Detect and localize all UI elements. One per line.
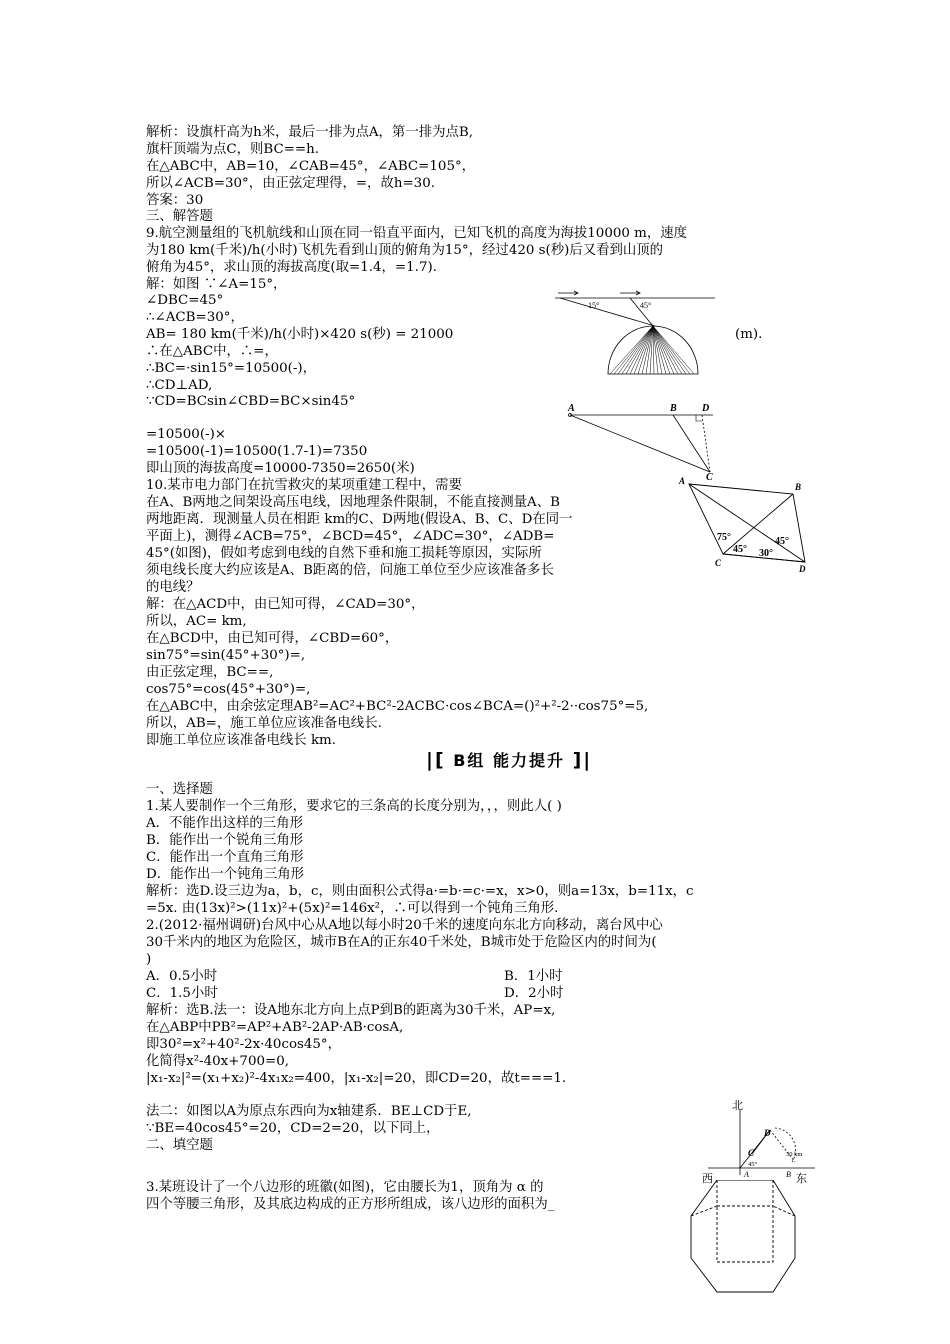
text-line: AB= 180 km(千米)/h(小时)×420 s(秒) = 21000 <box>146 327 454 342</box>
text-line: 由正弦定理，BC==, <box>146 665 274 680</box>
option-b: B．1小时 <box>504 969 563 984</box>
text-line: 四个等腰三角形，及其底边构成的正方形所组成，该八边形的面积为_ <box>146 1197 555 1212</box>
angle-label: 75° <box>717 532 731 543</box>
text-line: 为180 km(千米)/h(小时)飞机先看到山顶的俯角为15°，经过420 s(秒)后又看到山顶的 <box>146 243 664 258</box>
text-line: 10.某市电力部门在抗雪救灾的某项重建工程中，需要 <box>146 478 462 493</box>
left-bracket: |[ <box>426 749 446 771</box>
point-label: D <box>764 1128 771 1138</box>
option-a: A．不能作出这样的三角形 <box>146 816 303 831</box>
text-line: 解析：选D.设三边为a，b，c，则由面积公式得a·=b·=c·=x，x>0，则a=13x，b=11x，c <box>146 884 694 899</box>
text-line: 俯角为45°，求山顶的海拔高度(取=1.4，=1.7). <box>146 260 437 275</box>
text-line: 即山顶的海拔高度=10000-7350=2650(米) <box>146 461 415 476</box>
angle-label: 30° <box>759 548 773 559</box>
text-line: 所以，AC= km, <box>146 614 247 629</box>
text-line: 解析：设旗杆高为h米，最后一排为点A，第一排为点B, <box>146 125 473 140</box>
west-label: 西 <box>702 1172 713 1185</box>
text-line: sin75°=sin(45°+30°)=, <box>146 648 306 663</box>
point-label: B <box>795 482 802 492</box>
text-line: 在△BCD中，由已知可得，∠CBD=60°， <box>146 631 399 646</box>
text-line: 在△ABC中，由余弦定理AB²=AC²+BC²-2ACBC·cos∠BCA=()²+²-2··cos75°=5, <box>146 699 649 714</box>
option-d: D．能作出一个钝角三角形 <box>146 867 305 882</box>
text-line: 1.某人要制作一个三角形，要求它的三条高的长度分别为，，，则此人( ) <box>146 799 562 814</box>
text-line: 答案：30 <box>146 193 204 208</box>
text-line: 旗杆顶端为点C，则BC==h. <box>146 142 320 157</box>
text-line: =10500(-1)=10500(1.7-1)=7350 <box>146 444 368 459</box>
text-line: 法二：如图以A为原点东西向为x轴建系．BE⊥CD于E, <box>146 1104 472 1119</box>
text-line: 所以，AB=，施工单位应该准备电线长. <box>146 716 382 731</box>
text-line: 平面上)，测得∠ACB=75°，∠BCD=45°，∠ADC=30°，∠ADB= <box>146 529 555 544</box>
section-title: 三、解答题 <box>146 209 213 224</box>
text-line: 解：在△ACD中，由已知可得，∠CAD=30°， <box>146 597 425 612</box>
text-line: ∴CD⊥AD, <box>146 378 213 393</box>
angle-label: 45° <box>775 536 789 547</box>
distance-label: 30 km <box>786 1151 803 1158</box>
inner-square <box>717 1206 773 1262</box>
text-line: |x₁-x₂|²=(x₁+x₂)²-4x₁x₂=400，|x₁-x₂|=20，即CD=20，故t===1. <box>146 1071 567 1086</box>
option-c: C．能作出一个直角三角形 <box>146 850 304 865</box>
text-line: 9.航空测量组的飞机航线和山顶在同一铅直平面内，已知飞机的高度为海拔10000 m，速度 <box>146 226 687 241</box>
point-label: A <box>679 476 686 486</box>
text-line: 解析：选B.法一：设A地东北方向上点P到B的距离为30千米，AP=x, <box>146 1003 556 1018</box>
option-c: C．1.5小时 <box>146 986 218 1001</box>
text-line: cos75°=cos(45°+30°)=, <box>146 682 311 697</box>
option-b: B．能作出一个锐角三角形 <box>146 833 304 848</box>
text-line: ) <box>146 952 152 967</box>
angle-label: 45° <box>748 1161 758 1168</box>
angle-label: 15° <box>588 301 600 310</box>
angle-label: 45° <box>733 544 747 555</box>
text-line: 即30²=x²+40²-2x·40cos45°， <box>146 1037 342 1052</box>
text-line: 即施工单位应该准备电线长 km. <box>146 733 337 748</box>
point-label: C <box>748 1148 755 1158</box>
text-line: ∠DBC=45° <box>146 293 224 308</box>
right-bracket: ]| <box>572 749 593 771</box>
point-label: D <box>799 564 806 574</box>
text-line: 化简得x²-40x+700=0, <box>146 1054 289 1069</box>
point-label: D <box>702 403 710 414</box>
section-title: 二、填空题 <box>146 1138 213 1153</box>
figure-octagon-badge <box>683 1180 803 1295</box>
text-line: ∴BC=·sin15°=10500(-)， <box>146 361 317 376</box>
point-label: B <box>786 1170 791 1179</box>
text-line: 3.某班设计了一个八边形的班徽(如图)，它由腰长为1，顶角为 α 的 <box>146 1180 544 1195</box>
text-line: 所以∠ACB=30°，由正弦定理得，=，故h=30. <box>146 176 435 191</box>
unit-label: (m). <box>735 327 763 342</box>
text-line: 45°(如图)，假如考虑到电线的自然下垂和施工损耗等原因，实际所 <box>146 546 542 561</box>
east-label: 东 <box>796 1172 807 1185</box>
figure-abdc <box>565 400 715 480</box>
section-header-label: B组 能力提升 <box>453 751 565 770</box>
figure-airplane-mountain <box>550 288 720 388</box>
text-line: 在△ABP中PB²=AP²+AB²-2AP·AB·cosA, <box>146 1020 404 1035</box>
text-line: ∵BE=40cos45°=20，CD=2=20，以下同上， <box>146 1121 440 1136</box>
section-title: 一、选择题 <box>146 782 213 797</box>
text-line: 须电线长度大约应该是A、B距离的倍，问施工单位至少应该准备多长 <box>146 563 554 578</box>
text-line: 30千米内的地区为危险区，城市B在A的正东40千米处，B城市处于危险区内的时间为( <box>146 935 657 950</box>
figure-quadrilateral <box>675 472 820 582</box>
point-label: B <box>670 403 677 414</box>
section-header <box>426 748 592 771</box>
option-a: A．0.5小时 <box>146 969 218 984</box>
text-line: ∴在△ABC中，∴=， <box>146 344 278 359</box>
text-line: 的电线？ <box>146 580 200 595</box>
option-d: D．2小时 <box>504 986 564 1001</box>
angle-label: 45° <box>640 301 652 310</box>
text-line: 解：如图 ∵∠A=15°， <box>146 277 287 292</box>
point-label: A <box>568 403 575 414</box>
point-label: C <box>706 472 713 480</box>
text-line: 两地距离．现测量人员在相距 km的C、D两地(假设A、B、C、D在同一 <box>146 512 573 527</box>
octagon <box>691 1180 795 1292</box>
text-line: ∵CD=BCsin∠CBD=BC×sin45° <box>146 394 356 409</box>
text-line: =10500(-)× <box>146 427 227 442</box>
text-line: =5x. 由(13x)²>(11x)²+(5x)²=146x²，∴可以得到一个钝角三角形. <box>146 901 559 916</box>
point-label: A <box>744 1170 749 1179</box>
text-line: 在△ABC中，AB=10，∠CAB=45°，∠ABC=105°， <box>146 159 476 174</box>
text-line: 2.(2012·福州调研)台风中心从A地以每小时20千米的速度向东北方向移动，离台风中心 <box>146 918 663 933</box>
text-line: ∴∠ACB=30°， <box>146 310 244 325</box>
north-label: 北 <box>732 1100 743 1112</box>
point-label: C <box>715 558 722 568</box>
text-line: 在A、B两地之间架设高压电线，因地理条件限制，不能直接测量A、B <box>146 495 560 510</box>
